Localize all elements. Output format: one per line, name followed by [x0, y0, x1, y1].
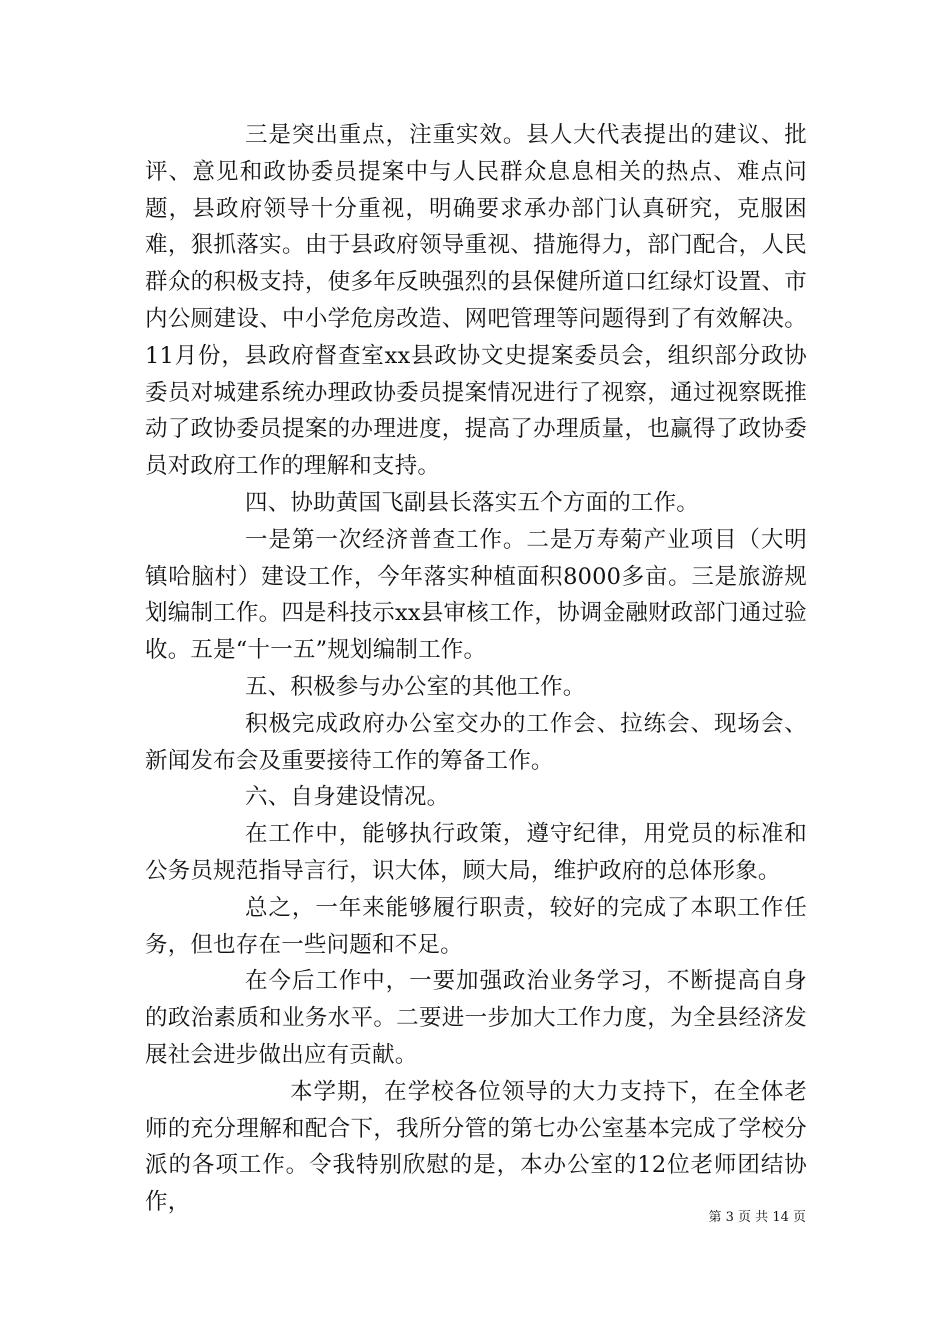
paragraph-office-work: 积极完成政府办公室交办的工作会、拉练会、现场会、新闻发布会及重要接待工作的筹备工作。: [145, 710, 807, 774]
section-heading-four: 四、协助黄国飞副县长落实五个方面的工作。: [245, 489, 700, 516]
paragraph-five-tasks: 一是第一次经济普查工作。二是万寿菊产业项目（大明镇哈脑村）建设工作，今年落实种植面积8000多亩。三是旅游规划编制工作。四是科技示xx县审核工作，协调金融财政部门通过验收。五是“十一五”规划编制工作。: [145, 526, 807, 664]
paragraph-self-building: 在工作中，能够执行政策，遵守纪律，用党员的标准和公务员规范指导言行，识大体，顾大局，维护政府的总体形象。: [145, 821, 807, 884]
section-heading-five: 五、积极参与办公室的其他工作。: [245, 673, 586, 700]
page-number: 第 3 页 共 14 页: [708, 1210, 806, 1225]
paragraph-summary: 总之，一年来能够履行职责，较好的完成了本职工作任务，但也存在一些问题和不足。: [145, 894, 807, 958]
paragraph-semester: 本学期，在学校各位领导的大力支持下，在全体老师的充分理解和配合下，我所分管的第七办公室基本完成了学校分派的各项工作。令我特别欣慰的是，本办公室的12位老师团结协作，: [145, 1078, 807, 1216]
section-heading-six: 六、自身建设情况。: [245, 784, 450, 811]
document-body: [145, 117, 807, 1221]
paragraph-focus-results: 三是突出重点，注重实效。县人大代表提出的建议、批评、意见和政协委员提案中与人民群众息息相关的热点、难点问题，县政府领导十分重视，明确要求承办部门认真研究，克服困难，狠抓落实。由于县政府领导重视、措施得力，部门配合，人民群众的积极支持，使多年反映强烈的县保健所道口红绿灯设置、市内公厕建设、中小学危房改造、网吧管理等问题得到了有效解决。11月份，县政府督查室xx县政协文史提案委员会，组织部分政协委员对城建系统办理政协委员提案情况进行了视察，通过视察既推动了政协委员提案的办理进度，提高了办理质量，也赢得了政协委员对政府工作的理解和支持。: [145, 122, 807, 480]
paragraph-future-work: 在今后工作中，一要加强政治业务学习，不断提高自身的政治素质和业务水平。二要进一步加大工作力度，为全县经济发展社会进步做出应有贡献。: [145, 968, 807, 1068]
